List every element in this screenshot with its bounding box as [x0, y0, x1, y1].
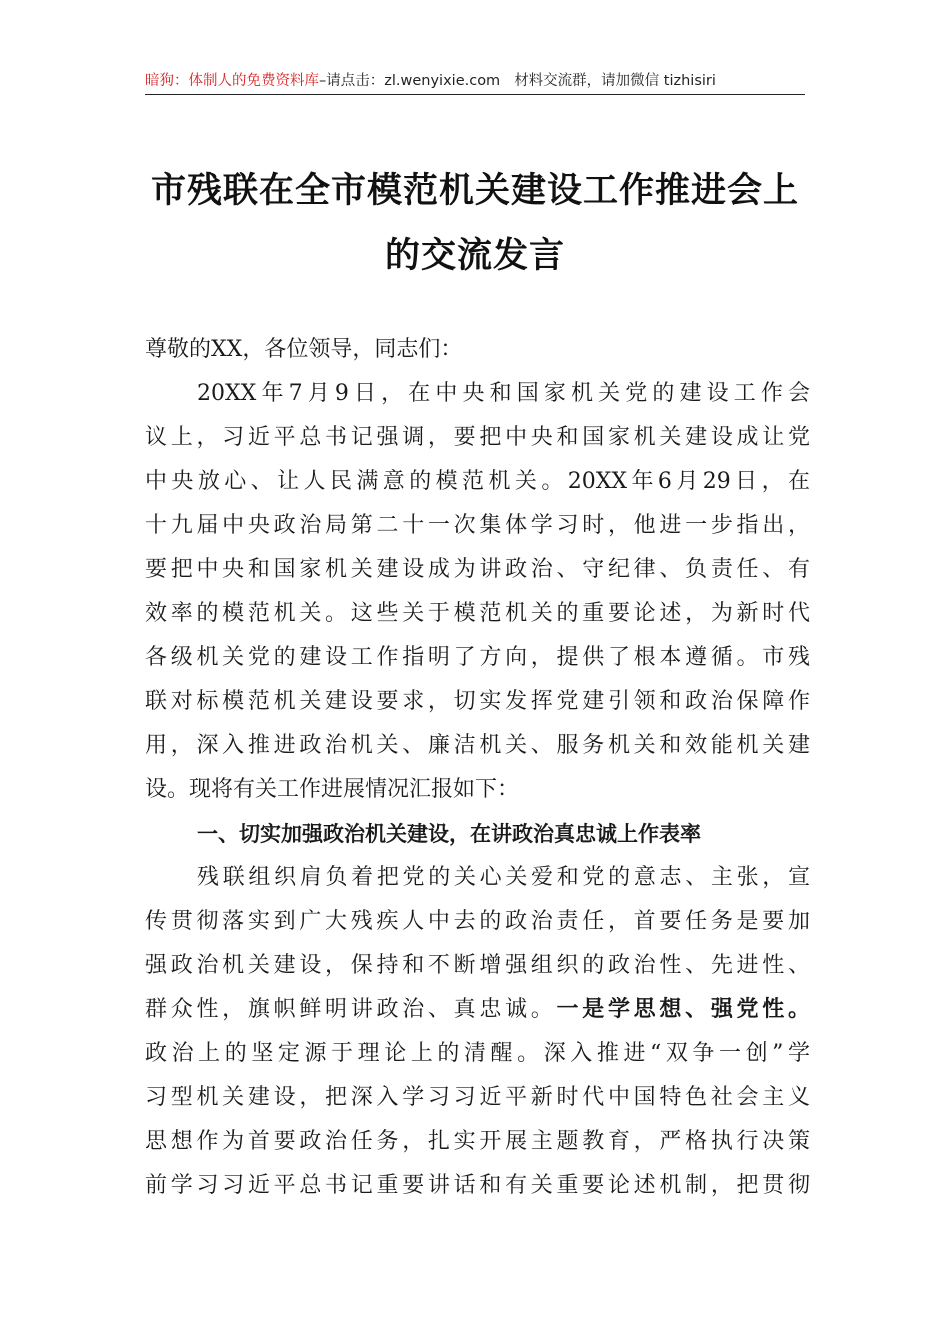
paragraph-line: 联对标模范机关建设要求，切实发挥党建引领和政治保障作 — [145, 689, 810, 714]
document-title-line-2: 的交流发言 — [384, 235, 565, 276]
paragraph-line: 20XX年7月9日，在中央和国家机关党的建设工作会 — [197, 381, 810, 406]
paragraph-line: 前学习习近平总书记重要讲话和有关重要论述机制，把贯彻 — [145, 1173, 810, 1198]
paragraph-line: 思想作为首要政治任务，扎实开展主题教育，严格执行决策 — [145, 1129, 810, 1154]
paragraph-line: 残联组织肩负着把党的关心关爱和党的意志、主张，宣 — [197, 865, 810, 890]
paragraph-line: 要把中央和国家机关建设成为讲政治、守纪律、负责任、有 — [145, 557, 810, 582]
document-title-line-1: 市残联在全市模范机关建设工作推进会上 — [150, 170, 799, 211]
paragraph-line: 各级机关党的建设工作指明了方向，提供了根本遵循。市残 — [145, 645, 810, 670]
paragraph-line: 用，深入推进政治机关、廉洁机关、服务机关和效能机关建 — [145, 733, 810, 758]
page-header — [145, 72, 805, 95]
paragraph-line: 设。现将有关工作进展情况汇报如下： — [145, 777, 520, 802]
paragraph-line: 习型机关建设，把深入学习习近平新时代中国特色社会主义 — [145, 1085, 810, 1110]
paragraph-line: 政治上的坚定源于理论上的清醒。深入推进“双争一创”学 — [145, 1041, 810, 1066]
greeting: 尊敬的XX，各位领导，同志们： — [145, 337, 463, 362]
paragraph-line-mixed — [145, 990, 810, 1030]
paragraph-line: 中央放心、让人民满意的模范机关。20XX年6月29日，在 — [145, 469, 810, 494]
section-heading-1: 一、切实加强政治机关建设，在讲政治真忠诚上作表率 — [197, 822, 701, 846]
paragraph-line: 效率的模范机关。这些关于模范机关的重要论述，为新时代 — [145, 601, 810, 626]
paragraph-line: 强政治机关建设，保持和不断增强组织的政治性、先进性、 — [145, 953, 810, 978]
header-wechat-note: 材料交流群，请加微信 tizhisiri — [514, 73, 716, 89]
paragraph-line: 议上，习近平总书记强调，要把中央和国家机关建设成让党 — [145, 425, 810, 450]
paragraph-text: 群众性，旗帜鲜明讲政治、真忠诚。 — [145, 997, 557, 1022]
header-site-name: 暗狗：体制人的免费资料库 — [145, 73, 319, 89]
paragraph-line: 十九届中央政治局第二十一次集体学习时，他进一步指出， — [145, 513, 810, 538]
paragraph-line: 传贯彻落实到广大残疾人中去的政治责任，首要任务是要加 — [145, 909, 810, 934]
header-link-text[interactable]: –请点击：zl.wenyixie.com — [319, 73, 501, 89]
emphasis-text: 一是学思想、强党性。 — [556, 997, 810, 1022]
